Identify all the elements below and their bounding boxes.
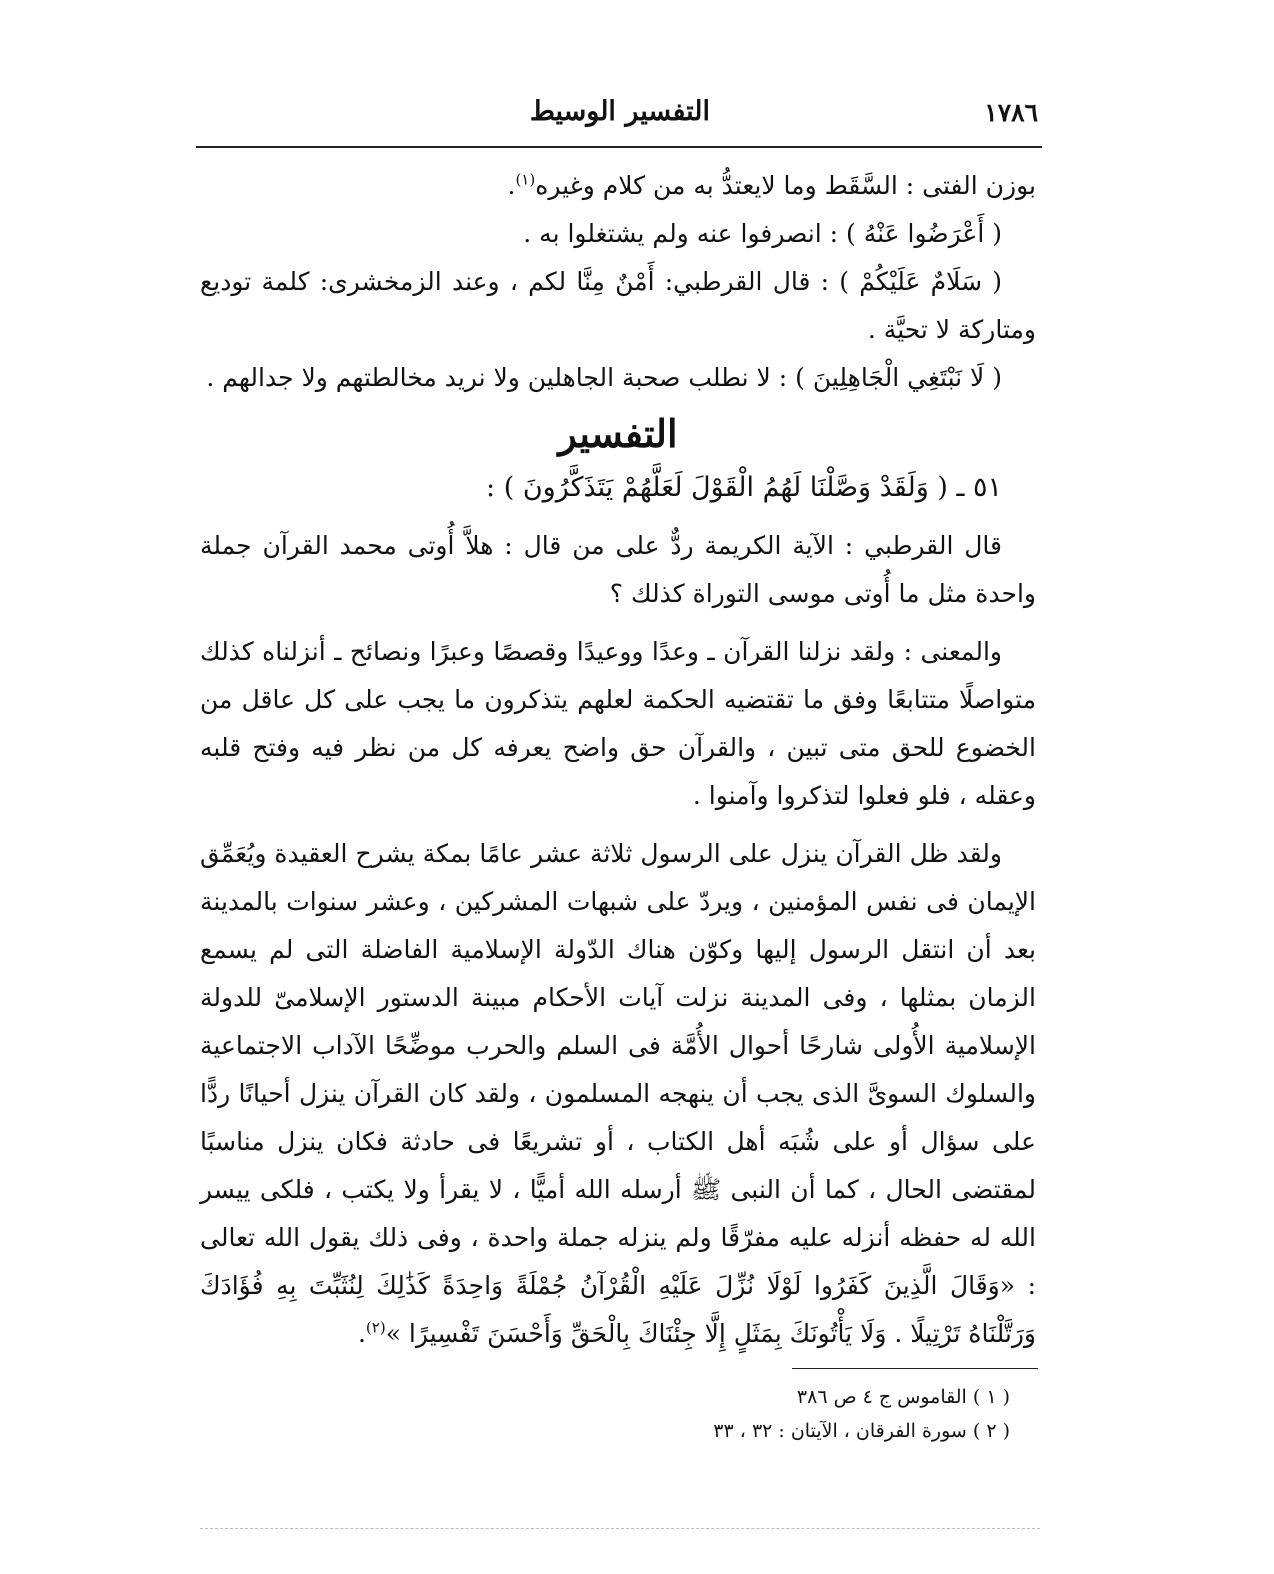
verse-number: ٥١ ـ xyxy=(956,472,1002,503)
definition-text: : انصرفوا عنه ولم يشتغلوا به . xyxy=(523,219,847,248)
paragraph-revelation-text: ولقد ظل القرآن ينزل على الرسول ثلاثة عشر عامًا بمكة يشرح العقيدة ويُعَمِّق الإيمان فى نفس المؤمنين ، ويردّ على شبهات المشركين ، وعشر سنوات بالمدينة بعد أن انتقل الرسول إليها وكوّن هناك الدّولة الإسلامية الفاضلة التى لم يسمع الزمان بمثلها ، وفى المدينة نزلت آيات الأحكام مبينة الدستور الإسلامىّ للدولة الإسلامية الأُولى شارحًا أحوال الأُمَّة فى السلم والحرب موضِّحًا الآداب الاجتماعية والسلوك السوىَّ الذى يجب أن ينهجه المسلمون ، ولقد كان القرآن ينزل أحيانًا ردًّا على سؤال أو على شُبَه أهل الكتاب ، أو تشريعًا فى حادثة فكان ينزل مناسبًا لمقتضى الحال ، كما أن النبى ﷺ أرسله الله أميًّا ، لا يقرأ ولا يكتب ، فلكى ييسر الله له حفظه أنزله عليه مفرّقًا ولم ينزله جملة واحدة ، وفى ذلك يقول الله تعالى : xyxy=(200,839,1036,1300)
footnote-ref-2: (٢) xyxy=(365,1318,386,1337)
intro-text: بوزن الفتى : السَّقَط وما لايعتدُّ به من كلام وغيره xyxy=(535,171,1036,200)
paragraph-meaning: والمعنى : ولقد نزلنا القرآن ـ وعدًا ووعيدًا وقصصًا وعبرًا ونصائح ـ أنزلناه كذلك متواصلًا متتابعًا وفق ما تقتضيه الحكمة لعلهم يتذكرون ما يجب على كل عاقل من الخضوع للحق متى تبين ، والقرآن حق واضح يعرفه كل من نظر فيه وفتح قلبه وعقله ، فلو فعلوا لتذكروا وآمنوا . xyxy=(200,637,1036,810)
intro-line xyxy=(200,162,1036,210)
footnote-rule xyxy=(792,1368,1038,1369)
footnote-2: ( ٢ ) سورة الفرقان ، الآيتان : ٣٢ ، ٣٣ xyxy=(713,1420,1010,1442)
footnotes xyxy=(600,1380,1010,1448)
footnote-1: ( ١ ) القاموس ج ٤ ص ٣٨٦ xyxy=(796,1386,1010,1408)
bottom-scan-line xyxy=(200,1528,1040,1529)
definition-item xyxy=(200,354,1036,402)
verse-text: ( وَلَقَدْ وَصَّلْنَا لَهُمُ الْقَوْلَ لَعَلَّهُمْ يَتَذَكَّرُونَ ) : xyxy=(486,472,948,503)
main-text xyxy=(200,162,1036,1358)
definition-item xyxy=(200,210,1036,258)
definition-term: ( لَا نَبْتَغِي الْجَاهِلِينَ ) xyxy=(795,363,1002,392)
page-number: ١٧٨٦ xyxy=(984,98,1038,127)
verse-heading xyxy=(200,464,1036,512)
closing-end: . xyxy=(357,1319,366,1348)
definition-text: : قال القرطبي: أَمْنٌ مِنَّا لكم ، وعند الزمخشرى: كلمة توديع ومتاركة لا تحيَّة . xyxy=(200,267,1036,344)
header-rule xyxy=(196,146,1042,148)
closing-quote: «وَقَالَ الَّذِينَ كَفَرُوا لَوْلَا نُزِّلَ عَلَيْهِ الْقُرْآنُ جُمْلَةً وَاحِدَةً كَذَٰلِكَ لِنُثَبِّتَ بِهِ فُؤَادَكَ وَرَتَّلْنَاهُ تَرْتِيلًا . وَلَا يَأْتُونَكَ بِمَثَلٍ إِلَّا جِئْنَاكَ بِالْحَقِّ وَأَحْسَنَ تَفْسِيرًا » xyxy=(200,1271,1036,1348)
definition-term: ( أَعْرَضُوا عَنْهُ ) xyxy=(846,219,1002,248)
definition-item xyxy=(200,258,1036,354)
definition-term: ( سَلَامٌ عَلَيْكُمْ ) xyxy=(839,267,1002,296)
running-title: التفسير الوسيط xyxy=(529,96,710,127)
paragraph-revelation xyxy=(200,830,1036,1358)
section-heading: التفسير xyxy=(558,411,678,456)
footnote-ref-1: (١) xyxy=(515,170,536,189)
intro-end: . xyxy=(507,171,516,200)
running-header xyxy=(196,96,1042,136)
definition-text: : لا نطلب صحبة الجاهلين ولا نريد مخالطتهم ولا جدالهم . xyxy=(206,363,796,392)
paragraph-qurtubi: قال القرطبي : الآية الكريمة ردٌّ على من قال : هلاَّ أُوتى محمد القرآن جملة واحدة مثل ما أُوتى موسى التوراة كذلك ؟ xyxy=(200,531,1036,608)
